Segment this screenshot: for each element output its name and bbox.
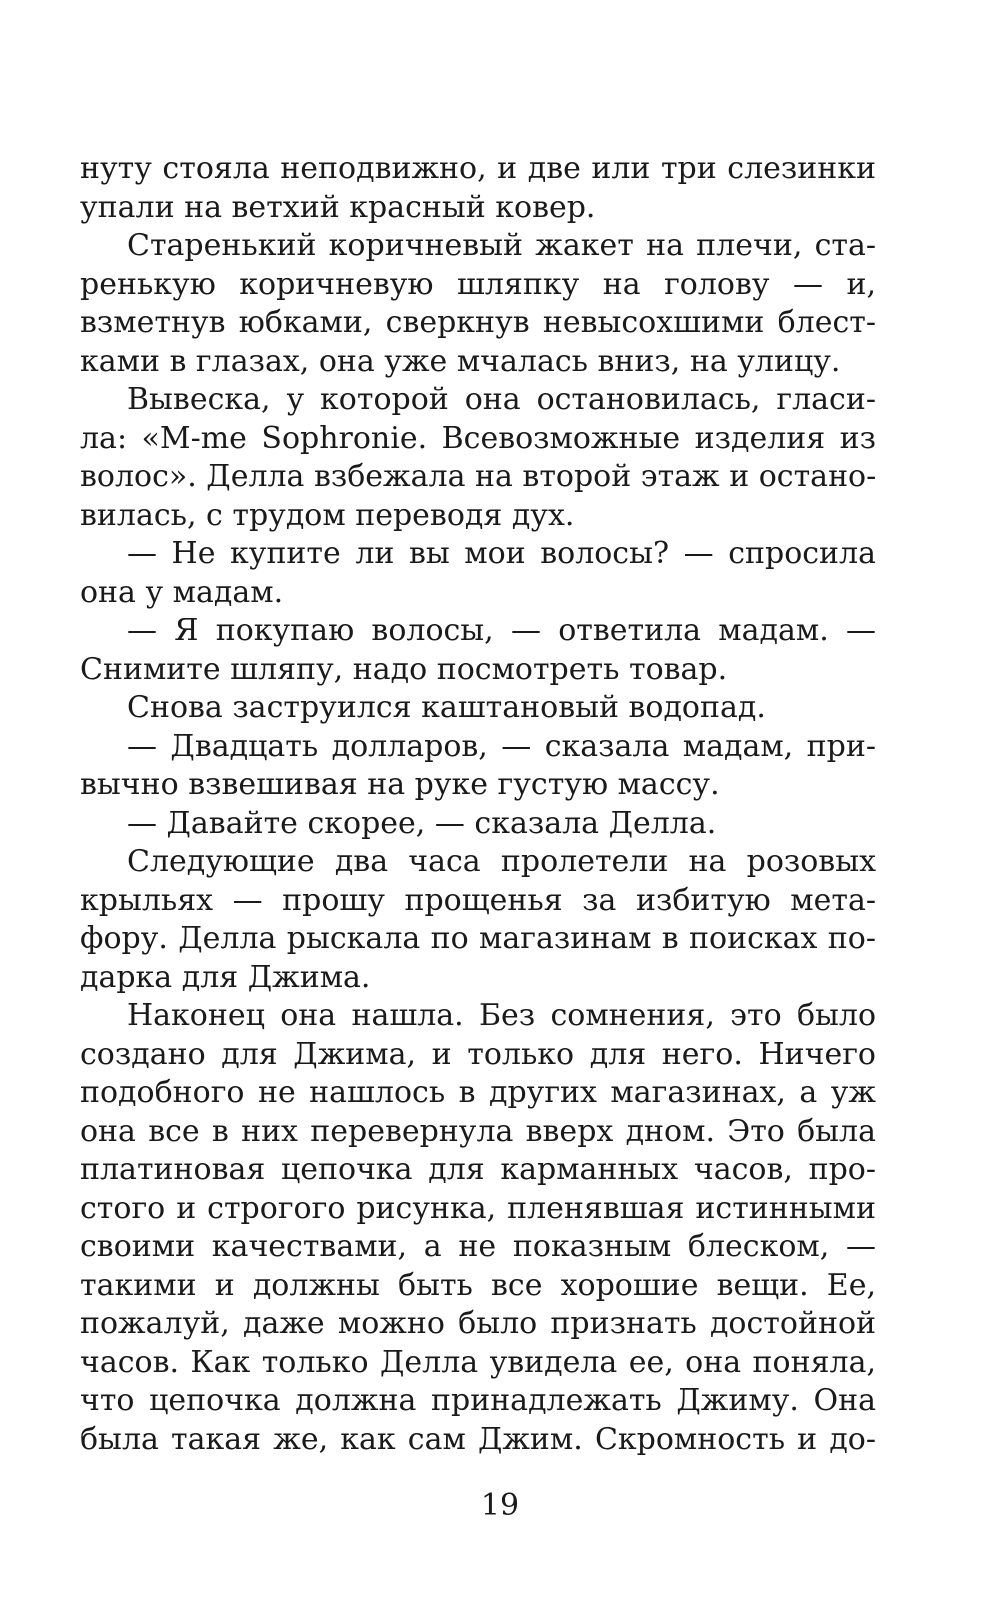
text-line: — Давайте скорее, — сказала Делла.: [127, 805, 717, 841]
text-line: ками в глазах, она уже мчалась вниз, на улицу.: [80, 343, 841, 379]
text-line: — Не купите ли вы мои волосы? — спросила: [127, 536, 876, 571]
text-line: ренькую коричневую шляпку на голову — и,: [80, 266, 876, 302]
text-line: создано для Джима, и только для него. Ничего: [80, 1036, 876, 1072]
text-line: — Двадцать долларов, — сказала мадам, при-: [127, 728, 876, 764]
page-number: 19: [480, 1488, 520, 1523]
text-line: дарка для Джима.: [80, 959, 371, 995]
text-line: она все в них перевернула вверх дном. Это была: [80, 1113, 876, 1149]
text-line: что цепочка должна принадлежать Джиму. Она: [80, 1383, 876, 1418]
text-line: ла: «M-me Sophronie. Всевозможные изделия из: [80, 420, 876, 456]
text-line: — Я покупаю волосы, — ответила мадам. —: [127, 613, 876, 648]
text-line: Наконец она нашла. Без сомнения, это было: [127, 998, 876, 1033]
text-line: Вывеска, у которой она остановилась, гласи-: [127, 382, 876, 417]
text-line: вычно взвешивая на руке густую массу.: [80, 767, 720, 802]
text-line: такими и должны быть все хорошие вещи. Ее,: [80, 1267, 876, 1303]
text-line: крыльях — прошу прощенья за избитую мета-: [80, 882, 876, 918]
text-line: стого и строгого рисунка, пленявшая истинными: [80, 1190, 876, 1226]
text-line: нуту стояла неподвижно, и две или три слезинки: [80, 151, 876, 186]
text-line: была такая же, как сам Джим. Скромность и до-: [80, 1421, 876, 1457]
text-line: фору. Делла рыскала по магазинам в поисках по-: [80, 921, 876, 956]
text-line: волос». Делла взбежала на второй этаж и остано-: [80, 459, 876, 494]
text-line: Старенький коричневый жакет на плечи, ста-: [127, 228, 876, 263]
text-line: Следующие два часа пролетели на розовых: [127, 844, 876, 879]
text-line: вилась, с трудом переводя дух.: [80, 497, 575, 533]
text-line: Снова заструился каштановый водопад.: [127, 690, 766, 725]
text-line: взметнув юбками, сверкнув невысохшими блест-: [80, 305, 876, 340]
text-line: пожалуй, даже можно было признать достойной: [80, 1306, 876, 1341]
text-line: подобного не нашлось в других магазинах, а уж: [80, 1075, 876, 1110]
text-line: платиновая цепочка для карманных часов, про-: [80, 1152, 876, 1187]
text-line: часов. Как только Делла увидела ее, она поняла,: [80, 1344, 876, 1380]
page-body: [80, 150, 876, 1459]
text-line: упали на ветхий красный ковер.: [80, 189, 596, 225]
text-line: Снимите шляпу, надо посмотреть товар.: [80, 651, 728, 687]
text-line: своими качествами, а не показным блеском, —: [80, 1229, 876, 1264]
text-line: она у мадам.: [80, 574, 284, 610]
